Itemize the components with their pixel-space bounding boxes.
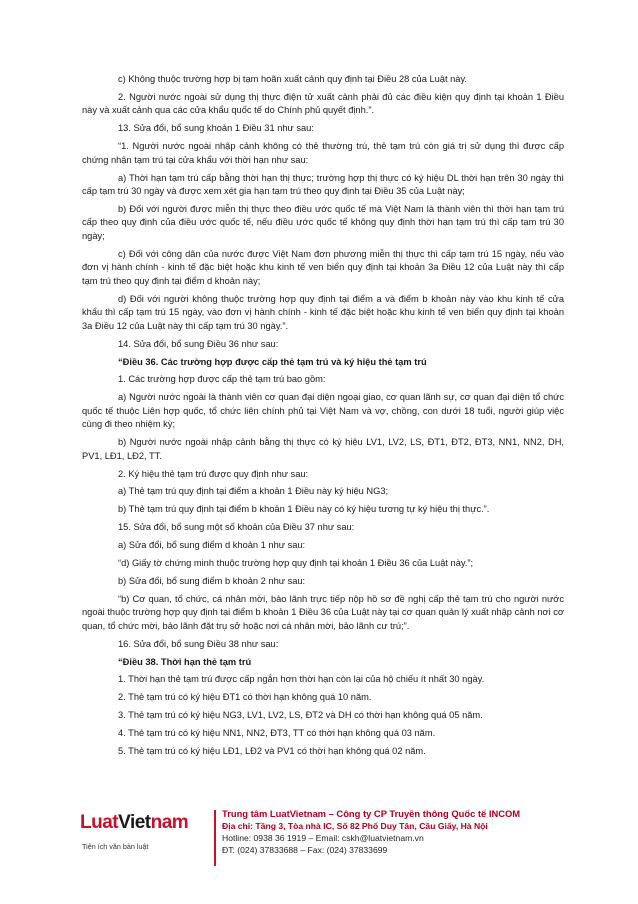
paragraph: b) Người nước ngoài nhập cảnh bằng thị thực có ký hiệu LV1, LV2, LS, ĐT1, ĐT2, ĐT3, NN1, NN2, DH, PV1, LĐ1, LĐ2, TT. bbox=[82, 437, 564, 461]
paragraph: a) Người nước ngoài là thành viên cơ quan đại diện ngoại giao, cơ quan lãnh sự, cơ quan đại diện tổ chức quốc tế thuộc Liên hợp quốc, tổ chức liên chính phủ tại Việt Nam và vợ, chồng, con dưới 18 tuổi, người giúp việc cùng đi theo nhiệm kỳ; bbox=[82, 392, 564, 430]
footer-phone-fax-line: ĐT: (024) 37833688 – Fax: (024) 37833699 bbox=[222, 845, 388, 855]
paragraph: a) Thời hạn tạm trú cấp bằng thời hạn thị thực; trường hợp thị thực có ký hiệu DL thời hạn trên 30 ngày thì cấp tạm trú 30 ngày và được xem xét gia hạn tạm trú theo quy định tại Điều 35 của Luật này; bbox=[82, 172, 564, 197]
paragraph: 3. Thẻ tạm trú có ký hiệu NG3, LV1, LV2, LS, ĐT2 và DH có thời hạn không quá 05 năm. bbox=[118, 710, 483, 721]
footer-contact-info bbox=[222, 808, 562, 856]
paragraph: b) Sửa đổi, bổ sung điểm b khoản 2 như sau: bbox=[118, 575, 306, 586]
paragraph: “b) Cơ quan, tổ chức, cá nhân mời, bảo lãnh trực tiếp nộp hồ sơ đề nghị cấp thẻ tạm trú cho người nước ngoài thuộc trường hợp quy định tại điểm b khoản 1 Điều 36 của Luật này tại cơ quan quản lý xuất nhập cảnh nơi cơ quan, tổ chức mời, bảo lãnh đặt trụ sở hoặc nơi cá nhân mời, bảo lãnh cư trú;”. bbox=[82, 593, 564, 631]
paragraph: 2. Người nước ngoài sử dụng thị thực điện tử xuất cảnh phải đủ các điều kiện quy định tại khoản 1 Điều này và xuất cảnh qua các cửa khẩu quốc tế do Chính phủ quyết định.”. bbox=[82, 91, 564, 116]
luatvietnam-logo bbox=[80, 810, 208, 868]
paragraph: 1. Các trường hợp được cấp thẻ tạm trú bao gồm: bbox=[118, 374, 326, 385]
paragraph: a) Sửa đổi, bổ sung điểm d khoản 1 như sau: bbox=[118, 540, 306, 551]
logo-wordmark bbox=[80, 812, 188, 834]
article-heading: “Điều 36. Các trường hợp được cấp thẻ tạm trú và ký hiệu thẻ tạm trú bbox=[118, 356, 427, 367]
page-footer bbox=[80, 808, 560, 868]
paragraph: c) Đối với công dân của nước được Việt Nam đơn phương miễn thị thực thì cấp tạm trú 15 ngày, nếu vào đơn vị hành chính - kinh tế đặc biệt hoặc khu kinh tế ven biển quy định tại khoản 3a Điều 12 của Luật này thì cấp tạm trú theo quy định tại điểm d khoản này; bbox=[82, 248, 564, 286]
paragraph: a) Thẻ tạm trú quy định tại điểm a khoản 1 Điều này ký hiệu NG3; bbox=[118, 486, 389, 497]
paragraph: 1. Thời hạn thẻ tạm trú được cấp ngắn hơn thời hạn còn lại của hộ chiếu ít nhất 30 ngày. bbox=[118, 674, 485, 685]
paragraph: “1. Người nước ngoài nhập cảnh không có thẻ thường trú, thẻ tạm trú còn giá trị sử dụng thì được cấp chứng nhận tạm trú tại cửa khẩu với thời hạn như sau: bbox=[82, 141, 564, 165]
footer-divider bbox=[214, 810, 216, 866]
paragraph: “d) Giấy tờ chứng minh thuộc trường hợp quy định tại khoản 1 Điều 36 của Luật này.”; bbox=[118, 558, 474, 569]
paragraph: 2. Ký hiệu thẻ tạm trú được quy định như sau: bbox=[118, 468, 309, 479]
paragraph: d) Đối với người không thuộc trường hợp quy định tại điểm a và điểm b khoản này vào khu kinh tế cửa khẩu thì cấp tạm trú 15 ngày, vào đơn vị hành chính - kinh tế đặc biệt hoặc khu kinh tế ven biển quy định tại khoản 3a Điều 12 của Luật này thì cấp tạm trú 30 ngày.”. bbox=[82, 293, 564, 331]
paragraph: 2. Thẻ tạm trú có ký hiệu ĐT1 có thời hạn không quá 10 năm. bbox=[118, 692, 372, 703]
logo-tagline: Tiện ích văn bản luật bbox=[82, 842, 149, 851]
logo-part-nam: nam bbox=[150, 812, 189, 833]
document-body bbox=[82, 73, 564, 763]
paragraph: 15. Sửa đổi, bổ sung một số khoản của Điều 37 như sau: bbox=[118, 522, 355, 533]
paragraph: b) Đối với người được miễn thị thực theo điều ước quốc tế mà Việt Nam là thành viên thì thời hạn tạm trú cấp theo quy định của điều ước quốc tế, nếu điều ước quốc tế không quy định thời hạn tạm trú thì cấp tạm trú 30 ngày; bbox=[82, 203, 564, 241]
footer-company-line: Trung tâm LuatVietnam – Công ty CP Truyền thông Quốc tế INCOM bbox=[222, 808, 521, 819]
paragraph: 5. Thẻ tạm trú có ký hiệu LĐ1, LĐ2 và PV1 có thời hạn không quá 02 năm. bbox=[118, 746, 426, 757]
paragraph: b) Thẻ tạm trú quy định tại điểm b khoản 1 Điều này có ký hiệu tương tự ký hiệu thị thực.”. bbox=[118, 504, 490, 515]
article-heading: “Điều 38. Thời hạn thẻ tạm trú bbox=[118, 656, 252, 667]
paragraph: c) Không thuộc trường hợp bị tạm hoãn xuất cảnh quy định tại Điều 28 của Luật này. bbox=[118, 74, 468, 84]
logo-part-luat: Luat bbox=[80, 812, 119, 833]
footer-address-line: Địa chỉ: Tầng 3, Tòa nhà IC, Số 82 Phố Duy Tân, Cầu Giấy, Hà Nội bbox=[222, 821, 488, 831]
paragraph: 4. Thẻ tạm trú có ký hiệu NN1, NN2, ĐT3, TT có thời hạn không quá 03 năm. bbox=[118, 728, 436, 739]
paragraph: 13. Sửa đổi, bổ sung khoản 1 Điều 31 như sau: bbox=[118, 123, 314, 134]
paragraph: 16. Sửa đổi, bổ sung Điều 38 như sau: bbox=[118, 638, 279, 649]
paragraph: 14. Sửa đổi, bổ sung Điều 36 như sau: bbox=[118, 338, 279, 349]
footer-hotline-line: Hotline: 0938 36 1919 – Email: cskh@luatvietnam.vn bbox=[222, 833, 424, 843]
logo-part-viet: Viet bbox=[118, 812, 151, 833]
